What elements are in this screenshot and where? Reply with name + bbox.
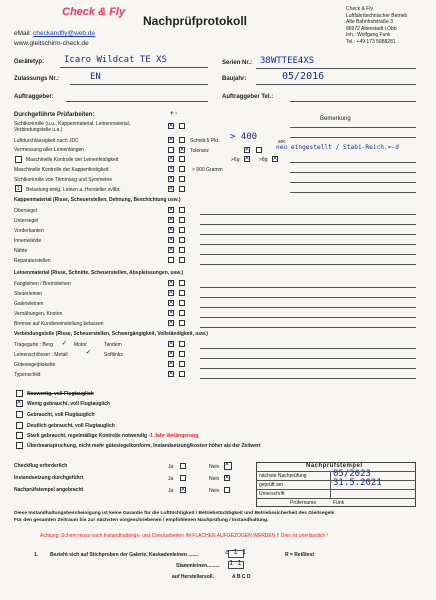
item-number: 1. [34,552,39,558]
pruefarbeiten-heading: Durchgeführte Prüfarbeiten: [14,112,95,118]
checkbox-8g[interactable] [272,156,278,162]
stammleinen-text: Stammleinen......... [176,563,220,569]
checkbox-minus[interactable] [179,237,185,243]
checkflug-label: Checkflug erforderlich [14,463,68,469]
checkbox-minus[interactable] [179,123,185,129]
g900-label: > 900 Gramm [192,167,223,173]
checkbox-minus[interactable] [179,320,185,326]
address-line: 86972 Altenstadt i.Obb [346,25,397,32]
leinen-item: Bremse auf Kundeneinstellung belassen [14,321,104,327]
leinen-heading: Leinenmaterial (Risse, Schnitte, Scheuerstellen, Abspleissungen, usw.) [14,270,184,276]
checkbox-minus[interactable] [179,247,185,253]
leinenschloesser-label: Leinenschlösser : Metall [14,352,68,358]
tandem-label: Tandem [104,342,122,348]
checkbox-plus[interactable] [168,310,174,316]
pruef-row-4: Maschinelle Kontrolle der Leinenfestigkeit [26,157,119,163]
geraetetyp-value[interactable]: Icaro Wildcat TE XS [64,55,167,65]
checkbox-minus[interactable] [179,300,185,306]
zustand-option: Deutlich gebraucht, voll Flugtauglich [27,423,115,429]
checkbox-plus[interactable] [168,207,174,213]
disclaimer-1: Diese Instandhaltungsbescheinigung ist keine Garantie für die Lufttüchtigkeit / Betriebstüchtigkeit und Betriebssicherheit des Gleitsegels [14,511,335,516]
checkbox-minus[interactable] [179,217,185,223]
checkbox-minus[interactable] [179,257,185,263]
checkbox-minus[interactable] [179,166,185,172]
geprueft-value[interactable]: 31.5.2021 [333,478,382,488]
instandsetzung-nein-checkbox[interactable] [224,475,230,481]
checkbox-row4-box[interactable] [15,156,22,163]
zustand-option: Neuwertig, voll Flugtauglich [27,391,94,397]
checkbox-minus[interactable] [179,351,185,357]
toleranz-note[interactable]: neu eingestellt / Stabi-Reich.=-d [276,144,399,151]
gt8g-label: >8g [259,157,268,163]
galerie-values[interactable]: a 1 1 [225,548,247,556]
pruef-row-6: Sichtkontrolle von Trimmung und Symmetrie [14,177,113,183]
stichproben-text: Bezieht sich auf Stichproben der Galerie, Kaskadenleinen ....... [50,552,199,558]
row7-number: 1 [17,186,20,192]
page-title: Nachprüfprotokoll [143,14,247,28]
checkbox-plus[interactable] [168,156,174,162]
checkbox-plus[interactable] [168,186,174,192]
zustand-option: Gebraucht, voll Flugtauglich [27,412,95,418]
company-address [346,6,407,46]
achtung-warning: Achtung: Schirm muss nach Instandhaltungs- und Checkarbeiten IM FLACHEN AUFGEZOGEN WERDEN !! Dies ist unerlässlich ! [40,533,328,539]
bemerkung-header: Bemerkung [320,116,351,122]
verlaengerung-note: -1 Jahr Verlängerung [148,433,199,439]
zustand-option-text: Stark gebraucht, regelmäßige Kontrolle notwendig [27,433,148,439]
zustand-checkbox[interactable] [16,432,23,439]
checkflug-ja-checkbox[interactable] [180,463,186,469]
ja-label: Ja [168,476,174,482]
naechste-label: nächste Nachprüfung [259,473,307,479]
ja-label: Ja [168,488,174,494]
pruefername-value: Funk [333,500,345,506]
sec-label: sec [278,139,286,145]
zulassung-value[interactable]: EN [90,72,101,82]
instandsetzung-ja-checkbox[interactable] [180,475,186,481]
pruefername-label: Prüfername [290,500,317,506]
zustand-checkbox[interactable] [16,422,23,429]
naechste-value[interactable]: 05/2023 [333,469,371,479]
checkbox-plus[interactable] [168,257,174,263]
stempel-nein-checkbox[interactable] [224,487,230,493]
email-label: eMail: [14,30,32,37]
schnitt-label: Schnitt 5 Pkt. [190,138,220,144]
leinenschloesser-check[interactable]: ✓ [86,347,91,356]
checkbox-toleranz[interactable] [244,147,250,153]
checkbox-minus[interactable] [179,156,185,162]
pruef-row-3: Vermessung aller Leinenlängen [14,147,85,153]
checkbox-minus[interactable] [179,227,185,233]
checkbox-minus[interactable] [179,371,185,377]
geprueft-label: geprüft am [259,482,283,488]
address-line: Alte Bahnhofstraße 3 [346,19,393,26]
stempel-title: Nachprüfstempel [306,463,363,469]
abcd-labels: A B C D [232,574,251,580]
checkbox-minus[interactable] [179,207,185,213]
checkbox-minus[interactable] [179,290,185,296]
zustand-checkbox[interactable] [16,390,23,397]
checkbox-plus[interactable] [168,247,174,253]
checkbox-minus[interactable] [179,147,185,153]
serien-value[interactable]: 38WTTEE4XS [260,56,315,66]
checkbox-plus[interactable] [168,217,174,223]
serien-label: Serien Nr.: [222,60,253,66]
checkbox-6g[interactable] [244,156,250,162]
leinen-item: Steuerleinen [14,291,43,297]
stempel-angebracht-label: Nachprüfstempel angebracht [14,487,84,493]
zustand-option [27,433,198,439]
checkbox-plus[interactable] [168,176,174,182]
kappe-item: Vorderkanten [14,228,44,234]
checkbox-plus[interactable] [168,290,174,296]
motor-label: Motor [74,342,87,348]
checkbox-minus[interactable] [179,280,185,286]
checkbox-plus[interactable] [168,237,174,243]
plus-minus-header: + - [170,111,178,117]
kappe-item: Innenwände [14,238,42,244]
checkbox-plus[interactable] [168,341,174,347]
checkbox-minus[interactable] [179,310,185,316]
checkbox-toleranz-2[interactable] [256,147,262,153]
verbindung-item: Typenschild [14,372,41,378]
ja-label: Ja [168,464,174,470]
stempel-ja-checkbox[interactable] [180,487,186,493]
pruef-row-1: Sichtkontrolle (u.u., Kappenmaterial, Leinenmaterial, Verbindungsteile u.a.) [14,121,131,133]
checkbox-plus[interactable] [168,227,174,233]
checkbox-plus[interactable] [168,147,174,153]
zustand-option: Überbeanspruchung, nicht mehr gütesiegelkonform, Instandsetzung/kosten höher als der Zeitwert [27,443,261,449]
address-line: Inh.: Wolfgang Funk [346,32,391,39]
checkbox-minus[interactable] [179,361,185,367]
address-line: Luftfahrttechnischer Betrieb [346,12,408,19]
r-label: R = Reißtest [285,552,315,558]
nein-label: Nein [209,464,220,470]
toleranz-label: Toleranz [190,148,209,154]
checkbox-plus[interactable] [168,320,174,326]
checkbox-plus[interactable] [168,371,174,377]
zustand-checkbox[interactable] [16,411,23,418]
address-line: Tel.: +49 173 5888281 [346,38,396,45]
baujahr-label: Baujahr: [222,76,247,82]
leinen-item: Vernähungen, Knoten [14,311,63,317]
auftraggeber-label: Auftraggeber: [14,94,54,100]
kappe-heading: Kappenmaterial (Risse, Scheuerstellen, Dehnung, Beschichtung usw.) [14,197,181,203]
checkbox-plus[interactable] [168,137,174,143]
nein-label: Nein [209,488,220,494]
checkbox-plus[interactable] [168,351,174,357]
checkbox-plus[interactable] [168,123,174,129]
disclaimer-2: Für den gesamten Zeitraum bis zur nächsten vorgeschriebenen / empfohlenen Nachprüfung / Instandhaltung. [14,518,269,523]
email-link[interactable]: checkandfly@web.de [33,30,96,37]
zustand-checkbox-selected[interactable] [16,400,23,407]
nein-label: Nein [209,476,220,482]
verbindung-heading: Verbindungsteile (Risse, Scheuerstellen, Schwergängigkeit, Vollständigkeit, usw.) [14,331,208,337]
auftraggeber-tel-label: Auftraggeber Tel.: [222,94,274,100]
kappe-item: Obersegel [14,208,38,214]
tragegurte-label: Tragegurte : Berg [14,342,54,348]
checkbox-plus[interactable] [168,166,174,172]
pruef-row-2: Luftdurchlässigkeit nach JDC [14,138,79,144]
verbindung-item: Gütesiegelplakette [14,362,56,368]
checkbox-minus[interactable] [179,341,185,347]
pruef-row-7: Belastung einig. Leinen a. Hersteller svllbr. [26,187,121,193]
checkbox-plus[interactable] [168,280,174,286]
checkbox-minus[interactable] [179,176,185,182]
leinen-item: Galerieleinen [14,301,44,307]
leinen-item: Fangleinen / Bremsleinen [14,281,71,287]
gt6g-label: >6g [231,157,240,163]
email-row [14,30,95,37]
checkbox-plus[interactable] [168,361,174,367]
zustand-checkbox[interactable] [16,442,23,449]
kappe-item: Untersegel [14,218,39,224]
checkbox-minus[interactable] [179,186,185,192]
website[interactable]: www.gleitschirm-check.de [14,40,89,47]
softlinks-label: Softlinks [104,352,123,358]
address-line: Check & Fly [346,6,373,12]
kappe-item: Nähte [14,248,28,254]
checkflug-nein-checkbox[interactable] [224,462,232,470]
herstellersoll-text: auf Herstellersoll. [172,574,214,580]
tragegurte-check[interactable]: ✓ [62,338,67,347]
kappe-item: Reparaturstellen [14,258,51,264]
logo: Check & Fly [62,6,125,18]
zustand-option: Wenig gebraucht, voll Flugtauglich [27,401,110,407]
geraetetyp-label: Gerätetyp: [14,59,45,65]
schnitt-value[interactable]: > 400 [230,132,258,142]
pruef-row-5: Maschinelle Kontrolle der Kappenfestigkeit [14,167,109,173]
checkbox-plus[interactable] [168,300,174,306]
checkbox-minus[interactable] [179,137,185,143]
instandsetzung-label: Instandsetzung durchgeführt [14,475,84,481]
stammleinen-values[interactable]: 1 1 [229,559,242,567]
unterschrift-label: Unterschrift [259,491,285,497]
baujahr-value[interactable]: 05/2016 [282,71,325,82]
zulassung-label: Zulassungs Nr.: [14,76,60,82]
